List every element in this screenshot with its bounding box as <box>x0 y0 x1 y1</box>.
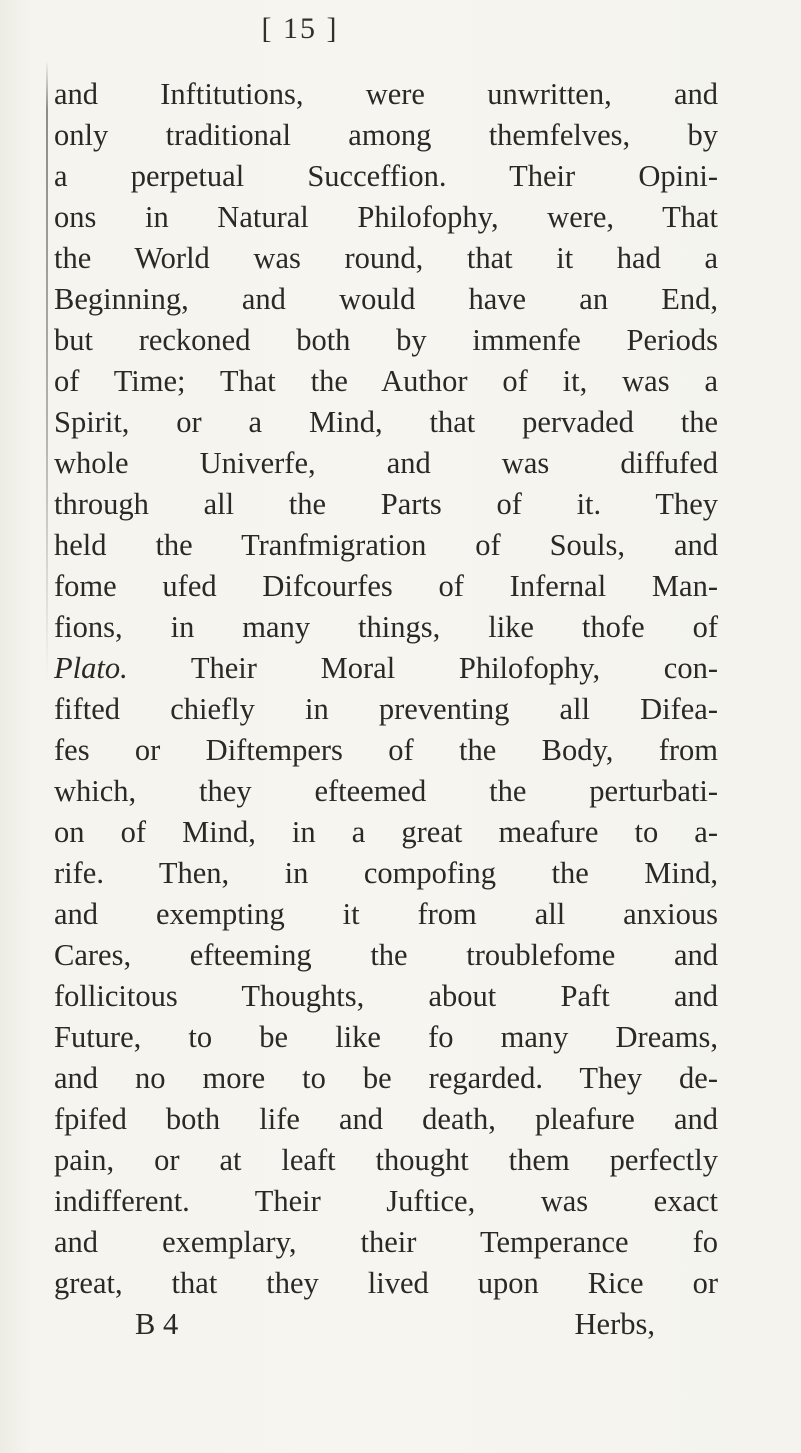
text-line: follicitous Thoughts, about Paft and <box>54 979 718 1013</box>
text-line: on of Mind, in a great meafure to a- <box>54 815 718 849</box>
text-line: Future, to be like fo many Dreams, <box>54 1020 718 1054</box>
text-line: whole Univerfe, and was diffufed <box>54 446 718 480</box>
text-line: through all the Parts of it. They <box>54 487 718 521</box>
text-line: rife. Then, in compofing the Mind, <box>54 856 718 890</box>
text-line: fpifed both life and death, pleafure and <box>54 1102 718 1136</box>
text-line: and Inftitutions, were unwritten, and <box>54 77 718 111</box>
page-folio: [ 15 ] <box>261 12 339 45</box>
text-line: and no more to be regarded. They de- <box>54 1061 718 1095</box>
text-line: Beginning, and would have an End, <box>54 282 718 316</box>
page-footer <box>135 1302 655 1346</box>
signature-mark: B 4 <box>135 1307 179 1341</box>
text-line: of Time; That the Author of it, was a <box>54 364 718 398</box>
text-line: indifferent. Their Juftice, was exact <box>54 1184 718 1218</box>
text-line: fifted chiefly in preventing all Difea- <box>54 692 718 726</box>
catchword: Herbs, <box>574 1307 655 1341</box>
text-line: held the Tranfmigration of Souls, and <box>54 528 718 562</box>
text-line: the World was round, that it had a <box>54 241 718 275</box>
text-line: but reckoned both by immenfe Periods <box>54 323 718 357</box>
text-line: fions, in many things, like thofe of <box>54 610 718 644</box>
text-line: fome ufed Difcourfes of Infernal Man- <box>54 569 718 603</box>
text-line: a perpetual Succeffion. Their Opini- <box>54 159 718 193</box>
text-line: Plato. Their Moral Philofophy, con- <box>54 651 718 685</box>
text-line: fes or Diftempers of the Body, from <box>54 733 718 767</box>
text-line: and exemplary, their Temperance fo <box>54 1225 718 1259</box>
text-line: ons in Natural Philofophy, were, That <box>54 200 718 234</box>
italic-name: Plato. <box>54 651 128 685</box>
text-line: Cares, efteeming the troublefome and <box>54 938 718 972</box>
text-line: pain, or at leaft thought them perfectly <box>54 1143 718 1177</box>
text-line: and exempting it from all anxious <box>54 897 718 931</box>
text-line: which, they efteemed the perturbati- <box>54 774 718 808</box>
text-line: only traditional among themfelves, by <box>54 118 718 152</box>
text-line: great, that they lived upon Rice or <box>54 1266 718 1300</box>
text-line: Spirit, or a Mind, that pervaded the <box>54 405 718 439</box>
page-gutter-line <box>46 60 48 680</box>
